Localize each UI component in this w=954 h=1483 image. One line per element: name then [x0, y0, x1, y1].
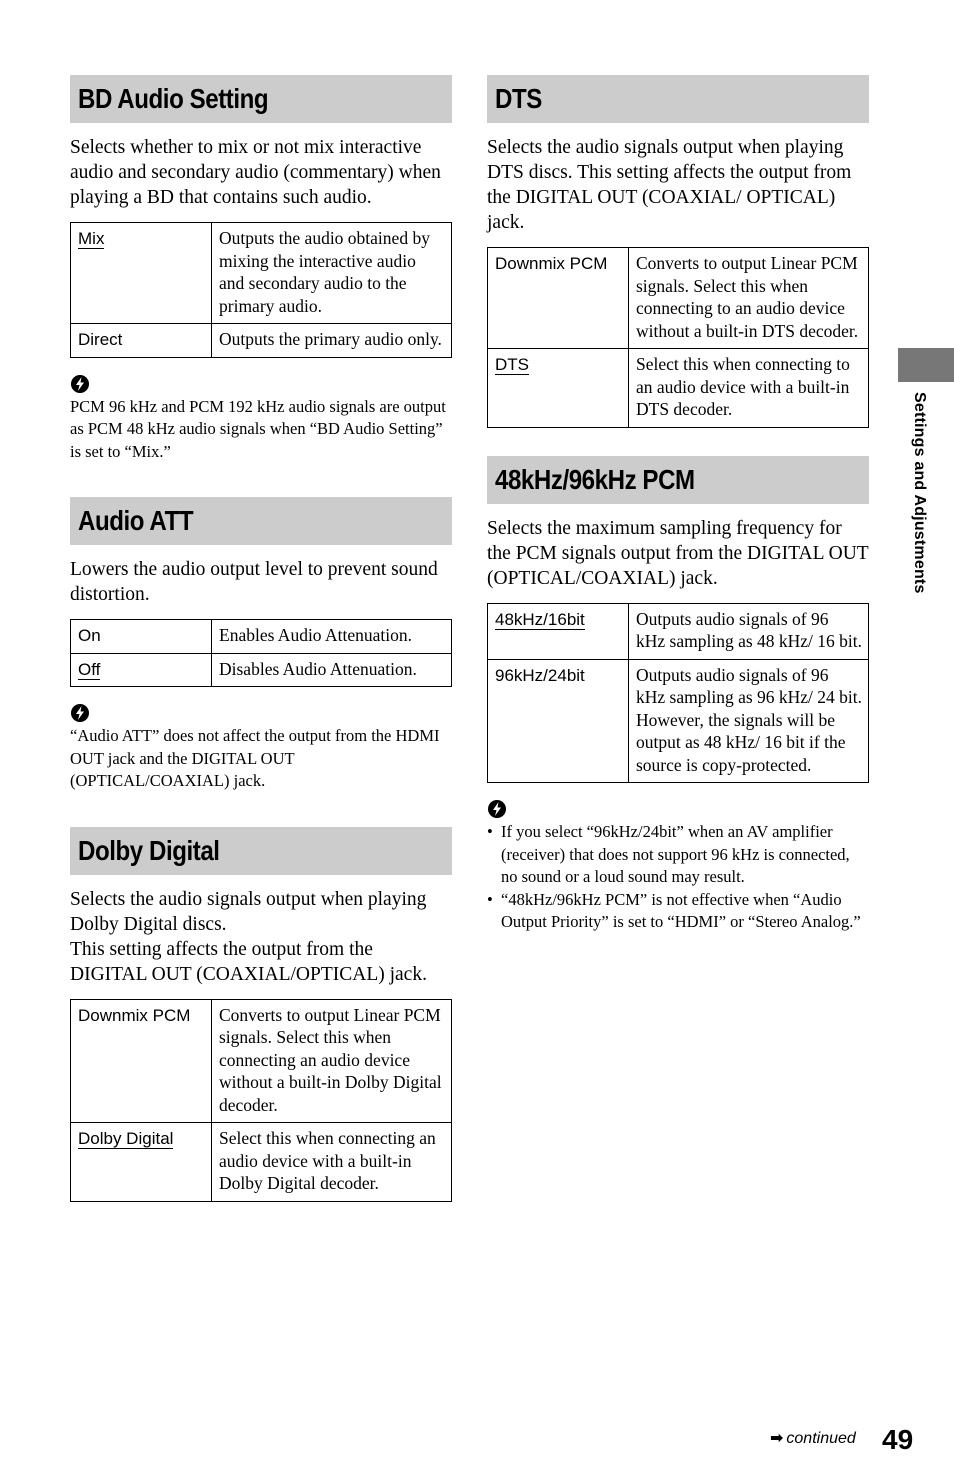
option-48khz-16bit: 48kHz/16bit	[495, 609, 585, 629]
pcm-heading: 48kHz/96kHz PCM	[487, 456, 869, 504]
pcm-hint-list	[487, 821, 869, 934]
table-row	[71, 653, 452, 687]
dts-heading: DTS	[487, 75, 869, 123]
table-row	[488, 603, 869, 659]
table-row	[71, 324, 452, 358]
right-column	[487, 75, 869, 934]
table-row	[488, 349, 869, 428]
option-description: Enables Audio Attenuation.	[212, 620, 452, 654]
dolby-intro-2: This setting affects the output from the DIGITAL OUT (COAXIAL/OPTICAL) jack.	[70, 938, 427, 985]
continued-indicator: ➡ continued	[770, 1430, 856, 1447]
audio-att-hint: “Audio ATT” does not affect the output from the HDMI OUT jack and the DIGITAL OUT (OPTICAL/COAXIAL) jack.	[70, 726, 440, 790]
option-off: Off	[78, 659, 101, 679]
table-row	[488, 659, 869, 783]
hint-icon	[487, 799, 507, 819]
option-description: Outputs audio signals of 96 kHz sampling as 48 kHz/ 16 bit.	[629, 603, 869, 659]
option-description: Converts to output Linear PCM signals. Select this when connecting an audio device without a built-in Dolby Digital decoder.	[212, 999, 452, 1123]
option-description: Outputs the audio obtained by mixing the interactive audio and secondary audio to the primary audio.	[212, 223, 452, 324]
option-description: Select this when connecting an audio device with a built-in Dolby Digital decoder.	[212, 1123, 452, 1202]
left-column	[70, 75, 452, 1202]
list-item: • If you select “96kHz/24bit” when an AV amplifier (receiver) that does not support 96 kHz is connected, no sound or a loud sound may result.	[487, 821, 869, 889]
hint-icon	[70, 703, 90, 723]
bd-audio-intro: Selects whether to mix or not mix interactive audio and secondary audio (commentary) when playing a BD that contains such audio.	[70, 137, 441, 208]
option-description: Outputs the primary audio only.	[212, 324, 452, 358]
bd-audio-hint: PCM 96 kHz and PCM 192 kHz audio signals are output as PCM 48 kHz audio signals when “BD Audio Setting” is set to “Mix.”	[70, 396, 446, 461]
option-96khz-24bit: 96kHz/24bit	[495, 665, 585, 685]
pcm-intro: Selects the maximum sampling frequency for the PCM signals output from the DIGITAL OUT (OPTICAL/COAXIAL) jack.	[487, 517, 869, 589]
section-side-label: Settings and Adjustments	[911, 392, 928, 594]
option-description: Outputs audio signals of 96 kHz sampling as 96 kHz/ 24 bit. However, the signals will be output as 48 kHz/ 16 bit if the source is copy-protected.	[629, 659, 869, 783]
table-row	[71, 620, 452, 654]
option-description: Disables Audio Attenuation.	[212, 653, 452, 687]
option-downmix-pcm: Downmix PCM	[78, 1005, 191, 1025]
option-dolby-digital: Dolby Digital	[78, 1129, 174, 1148]
bd-audio-setting-heading: BD Audio Setting	[70, 75, 452, 123]
table-row	[488, 248, 869, 349]
hint-icon	[70, 374, 90, 394]
right-arrow-icon: ➡	[770, 1430, 784, 1447]
dolby-digital-heading: Dolby Digital	[70, 827, 452, 875]
option-description: Converts to output Linear PCM signals. Select this when connecting to an audio device without a built-in DTS decoder.	[629, 248, 869, 349]
option-direct: Direct	[78, 330, 123, 349]
bd-audio-options-table	[70, 222, 452, 358]
pcm-options-table	[487, 603, 869, 784]
option-downmix-pcm: Downmix PCM	[495, 254, 608, 273]
table-row	[71, 999, 452, 1123]
option-mix: Mix	[78, 229, 105, 248]
dts-intro: Selects the audio signals output when playing DTS discs. This setting affects the output from the DIGITAL OUT (COAXIAL/ OPTICAL) jack.	[487, 137, 852, 233]
dolby-intro: Selects the audio signals output when playing Dolby Digital discs.	[70, 888, 427, 935]
table-row	[71, 223, 452, 324]
option-on: On	[78, 626, 101, 645]
dolby-options-table	[70, 999, 452, 1202]
option-dts: DTS	[495, 355, 529, 374]
table-row	[71, 1123, 452, 1202]
dts-options-table	[487, 247, 869, 428]
audio-att-options-table	[70, 619, 452, 687]
audio-att-intro: Lowers the audio output level to prevent sound distortion.	[70, 559, 438, 605]
list-item: • “48kHz/96kHz PCM” is not effective when “Audio Output Priority” is set to “HDMI” or “Stereo Analog.”	[487, 889, 869, 934]
page-number: 49	[882, 1424, 914, 1455]
option-description: Select this when connecting to an audio device with a built-in DTS decoder.	[629, 349, 869, 428]
audio-att-heading: Audio ATT	[70, 497, 452, 545]
section-tab-marker	[898, 348, 954, 382]
